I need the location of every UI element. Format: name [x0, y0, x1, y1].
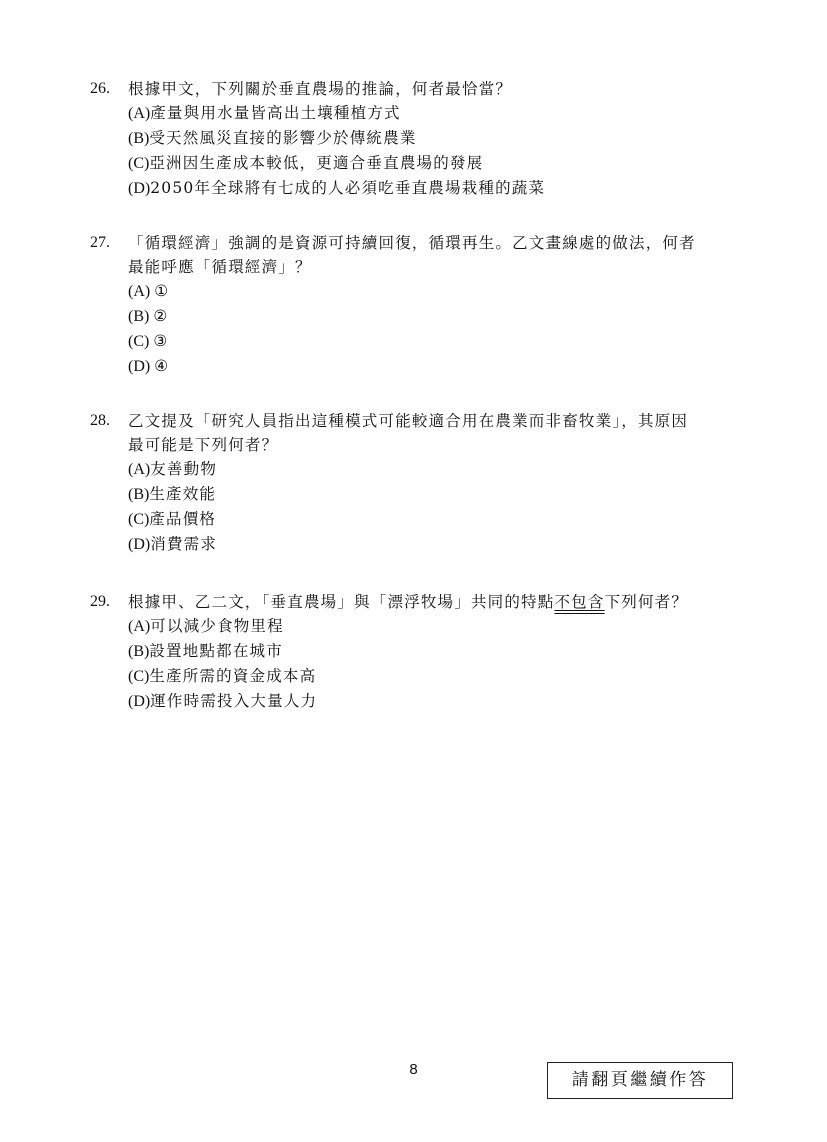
option-text: ②: [153, 307, 169, 325]
question-stem-line-2: 最能呼應「循環經濟」？: [128, 258, 312, 276]
question-number: 29.: [90, 593, 110, 610]
question-26: [90, 77, 750, 201]
option-text: 消費需求: [150, 535, 218, 553]
option-a: [128, 101, 750, 126]
question-body: [128, 77, 750, 201]
option-text: ①: [154, 282, 170, 300]
option-d: [128, 176, 750, 201]
option-b: [128, 639, 750, 664]
option-text: 2050年全球將有七成的人必須吃垂直農場栽種的蔬菜: [150, 179, 546, 197]
option-a: [128, 457, 750, 482]
option-letter: (B): [128, 130, 150, 147]
option-letter: (D): [128, 693, 151, 710]
option-letter: (A): [128, 283, 151, 300]
option-letter: (A): [128, 618, 151, 635]
question-number: 26.: [90, 80, 110, 97]
option-text: 運作時需投入大量人力: [150, 692, 318, 710]
question-stem-line-2: 最可能是下列何者？: [128, 436, 279, 454]
question-body: [128, 590, 750, 714]
question-number: 28.: [90, 412, 110, 429]
option-text: 生產所需的資金成本高: [149, 667, 317, 685]
option-text: 生產效能: [149, 485, 217, 503]
option-b: [128, 126, 750, 151]
option-letter: (C): [128, 155, 150, 172]
option-c: [128, 664, 750, 689]
option-d: [128, 354, 750, 379]
option-text: 友善動物: [150, 460, 218, 478]
question-body: [128, 231, 750, 379]
question-27: [90, 231, 750, 379]
question-body: [128, 409, 750, 557]
option-letter: (A): [128, 105, 151, 122]
question-number: 27.: [90, 234, 110, 251]
option-letter: (B): [128, 486, 150, 503]
option-text: ③: [153, 332, 169, 350]
option-text: 受天然風災直接的影響少於傳統農業: [149, 129, 417, 147]
option-text: ④: [154, 357, 170, 375]
continue-notice-box: 請翻頁繼續作答: [547, 1062, 733, 1099]
option-b: [128, 304, 750, 329]
option-letter: (C): [128, 668, 150, 685]
option-text: 可以減少食物里程: [150, 617, 284, 635]
page-number: 8: [409, 1061, 418, 1078]
question-stem-emphasis: 不包含: [554, 593, 605, 611]
option-letter: (C): [128, 333, 150, 350]
option-d: [128, 689, 750, 714]
question-stem: [128, 590, 750, 614]
option-a: [128, 614, 750, 639]
option-text: 設置地點都在城市: [149, 642, 283, 660]
option-letter: (A): [128, 461, 151, 478]
option-letter: (B): [128, 643, 150, 660]
question-stem-before: 根據甲、乙二文，「垂直農場」與「漂浮牧場」共同的特點: [128, 593, 555, 611]
option-b: [128, 482, 750, 507]
option-letter: (D): [128, 180, 151, 197]
option-letter: (D): [128, 536, 151, 553]
option-text: 產量與用水量皆高出土壤種植方式: [150, 104, 401, 122]
question-28: [90, 409, 750, 557]
option-letter: (B): [128, 308, 150, 325]
option-letter: (D): [128, 358, 151, 375]
option-text: 亞洲因生產成本較低，更適合垂直農場的發展: [149, 154, 484, 172]
option-c: [128, 329, 750, 354]
option-text: 產品價格: [149, 510, 217, 528]
option-d: [128, 532, 750, 557]
question-29: [90, 590, 750, 714]
option-c: [128, 151, 750, 176]
question-stem-line-1: 乙文提及「研究人員指出這種模式可能較適合用在農業而非畜牧業」，其原因: [128, 412, 689, 430]
option-a: [128, 279, 750, 304]
option-c: [128, 507, 750, 532]
option-letter: (C): [128, 511, 150, 528]
question-stem-line-1: 「循環經濟」強調的是資源可持續回復，循環再生。乙文畫線處的做法，何者: [128, 234, 696, 252]
question-stem: 根據甲文，下列關於垂直農場的推論，何者最恰當？: [128, 80, 513, 98]
question-stem-after: 下列何者？: [604, 593, 689, 611]
